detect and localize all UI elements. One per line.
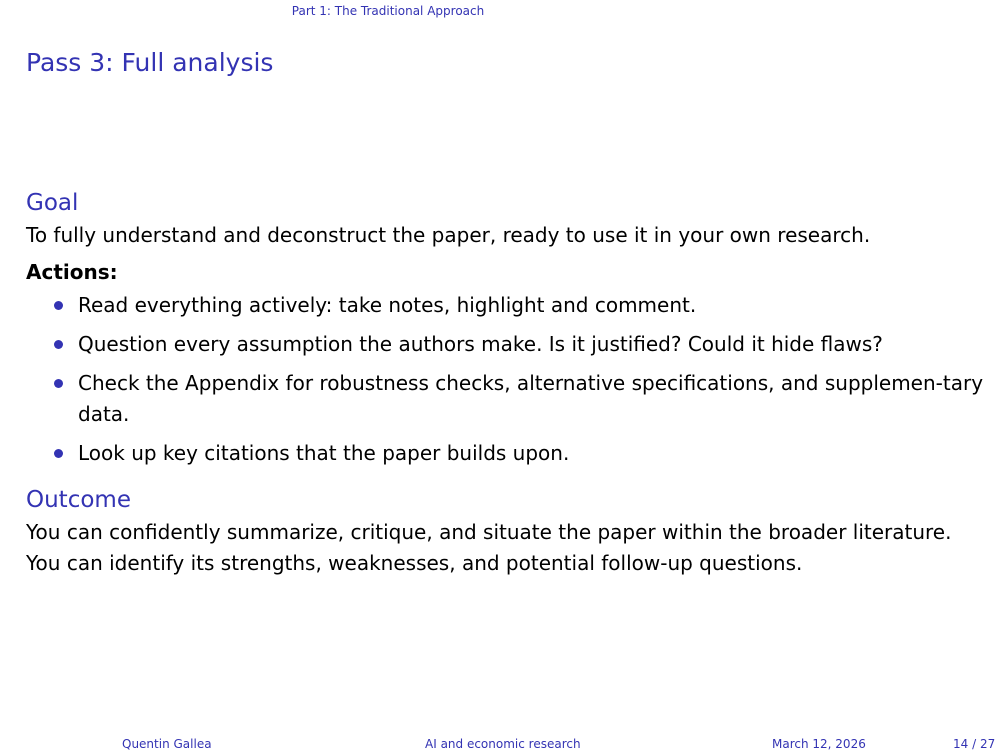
footer-page-number: 14 / 27 (953, 737, 996, 751)
frame-title: Pass 3: Full analysis (26, 48, 274, 77)
list-item-text: Question every assumption the authors make. Is it justified? Could it hide flaws? (78, 332, 883, 356)
list-item (26, 438, 986, 469)
goal-block-text: To fully understand and deconstruct the paper, ready to use it in your own research. (26, 223, 871, 247)
outcome-block-text: You can confidently summarize, critique, and situate the paper within the broader literature. You can identify its strengths, weaknesses, and potential follow-up questions. (26, 520, 952, 575)
list-item (26, 290, 986, 321)
bullet-icon (54, 379, 63, 388)
list-item (26, 368, 986, 430)
footer-date: March 12, 2026 (772, 737, 866, 751)
list-item-text: Check the Appendix for robustness checks, alternative specifications, and supplemen-tary data. (78, 371, 984, 426)
bullet-icon (54, 340, 63, 349)
outcome-block-title: Outcome (26, 487, 131, 513)
list-item (26, 329, 986, 360)
goal-block-title: Goal (26, 190, 79, 216)
footer (0, 730, 1008, 756)
footer-author: Quentin Gallea (122, 737, 212, 751)
actions-label: Actions: (26, 260, 118, 284)
section-navigation[interactable]: Part 1: The Traditional Approach (291, 4, 485, 18)
list-item-text: Read everything actively: take notes, highlight and comment. (78, 293, 697, 317)
slide-content (26, 186, 986, 579)
bullet-icon (54, 449, 63, 458)
footer-title: AI and economic research (425, 737, 581, 751)
actions-list (26, 290, 986, 469)
list-item-text: Look up key citations that the paper builds upon. (78, 441, 570, 465)
bullet-icon (54, 301, 63, 310)
